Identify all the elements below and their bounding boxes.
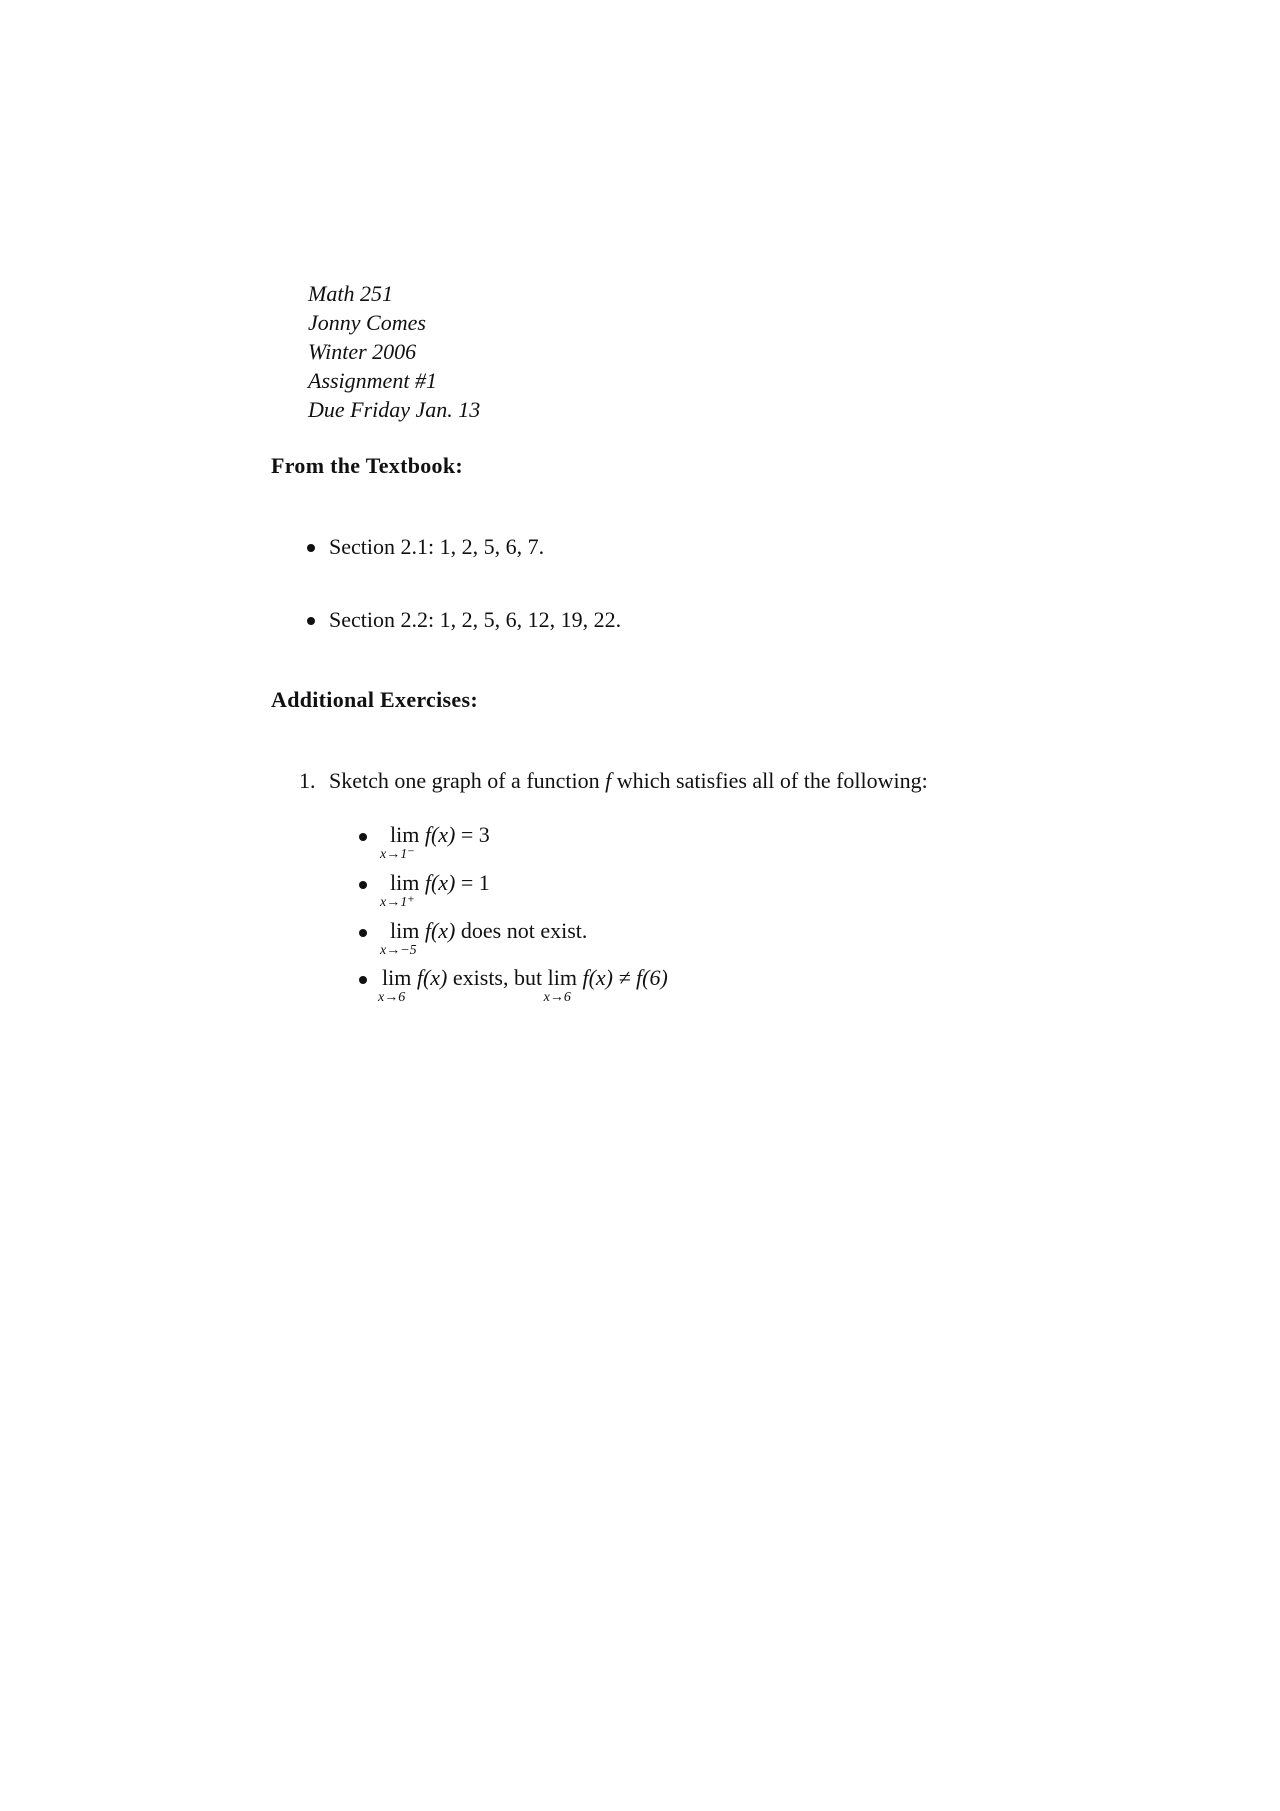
exercise-text-prefix: Sketch one graph of a function xyxy=(329,768,606,793)
lim-label: lim xyxy=(390,918,420,943)
author-name: Jonny Comes xyxy=(308,310,426,335)
limit-subscript: x→1⁻ xyxy=(380,847,415,862)
lim-label: lim xyxy=(382,965,412,990)
textbook-heading: From the Textbook: xyxy=(271,453,464,478)
limit-operator xyxy=(380,918,420,958)
condition-rest: = 1 xyxy=(455,870,490,895)
condition-item xyxy=(380,822,490,862)
condition-rest: does not exist. xyxy=(455,918,588,943)
function-expr: f(x) xyxy=(424,870,456,895)
limit-operator xyxy=(380,822,420,862)
bullet-icon xyxy=(307,544,315,552)
bullet-icon xyxy=(359,833,367,841)
bullet-icon xyxy=(307,617,315,625)
exercise-text xyxy=(329,768,928,794)
limit-subscript: x→−5 xyxy=(380,943,417,958)
term-label: Winter 2006 xyxy=(308,339,417,364)
limit-subscript: x→6 xyxy=(543,990,571,1005)
condition-rest: exists, but xyxy=(447,965,548,990)
condition-item xyxy=(380,870,490,910)
additional-heading: Additional Exercises: xyxy=(271,687,478,712)
condition-item xyxy=(380,918,588,958)
textbook-item: Section 2.2: 1, 2, 5, 6, 12, 19, 22. xyxy=(329,607,622,632)
function-expr: f(x) ≠ f(6) xyxy=(582,965,668,990)
limit-subscript: x→1⁺ xyxy=(380,895,415,910)
function-expr: f(x) xyxy=(424,822,456,847)
condition-rest: = 3 xyxy=(455,822,490,847)
limit-operator xyxy=(543,965,577,1005)
lim-label: lim xyxy=(390,822,420,847)
assignment-title: Assignment #1 xyxy=(308,368,437,393)
limit-operator xyxy=(380,870,420,910)
function-variable: f xyxy=(605,768,612,793)
limit-subscript: x→6 xyxy=(378,990,406,1005)
due-date: Due Friday Jan. 13 xyxy=(308,397,481,422)
lim-label: lim xyxy=(547,965,577,990)
course-label: Math 251 xyxy=(308,281,393,306)
bullet-icon xyxy=(359,976,367,984)
exercise-number: 1. xyxy=(299,768,316,793)
lim-label: lim xyxy=(390,870,420,895)
condition-item xyxy=(378,965,668,1005)
exercise-text-suffix: which satisfies all of the following: xyxy=(611,768,928,793)
limit-operator xyxy=(378,965,412,1005)
textbook-item: Section 2.1: 1, 2, 5, 6, 7. xyxy=(329,534,545,559)
bullet-icon xyxy=(359,929,367,937)
function-expr: f(x) xyxy=(416,965,448,990)
function-expr: f(x) xyxy=(424,918,456,943)
bullet-icon xyxy=(359,881,367,889)
